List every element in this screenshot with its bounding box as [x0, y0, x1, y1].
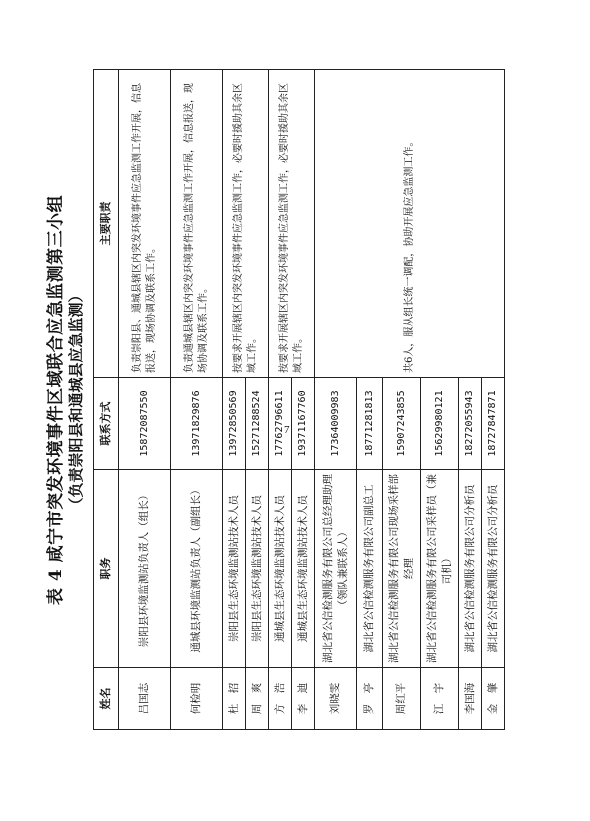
- cell-phone: 19371167760: [292, 378, 315, 470]
- cell-name: 金 肇: [482, 668, 505, 730]
- cell-post: 崇阳县环境监测站负责人（组长）: [119, 470, 171, 668]
- cell-phone: 15872087550: [119, 378, 171, 470]
- table-title: 表 4 咸宁市突发环境事件区域联合应急监测第三小组: [46, 194, 66, 606]
- cell-phone: 15271288524: [246, 378, 269, 470]
- cell-post: 崇阳县生态环境监测站技术人员: [246, 470, 269, 668]
- cell-phone: 18272055943: [459, 378, 482, 470]
- cell-post: 湖北省公信检测服务有限公司采样员（兼司机）: [421, 470, 459, 668]
- cell-duty: 共6人，服从组长统一调配，协助开展应急监测工作。: [315, 70, 505, 378]
- cell-post: 湖北省公信检测服务有限公司副总工: [357, 470, 383, 668]
- cell-phone: 15629980121: [421, 378, 459, 470]
- cell-duty: 按要求开展辖区内突发环境事件应急监测工作，必要时援助其余区域工作。: [223, 70, 269, 378]
- table-row: [119, 70, 171, 730]
- table-row: [315, 70, 357, 730]
- cell-post: 湖北省公信检测服务有限公司分析员: [482, 470, 505, 668]
- cell-name: 周红平: [383, 668, 421, 730]
- cell-duty: 负责崇阳县、通城县辖区内突发环境事件应急监测工作开展，信息报送，现场协调及联系工作。: [119, 70, 171, 378]
- table-row: [171, 70, 223, 730]
- cell-post: 通城县生态环境监测站技术人员: [269, 470, 292, 668]
- header-duty: 主要职责: [94, 70, 119, 378]
- cell-phone: 18727847871: [482, 378, 505, 470]
- cell-name: 周 爽: [246, 668, 269, 730]
- cell-phone: 15907243855: [383, 378, 421, 470]
- cell-name: 江 宇: [421, 668, 459, 730]
- cell-phone: 13972850569: [223, 378, 246, 470]
- cell-name: 李 迪: [292, 668, 315, 730]
- cell-name: 刘晓雯: [315, 668, 357, 730]
- table-subtitle: （负责崇阳县和通城县应急监测）: [67, 287, 85, 513]
- cell-name: 吕国志: [119, 668, 171, 730]
- cell-phone: 18771281813: [357, 378, 383, 470]
- cell-phone: 13971829876: [171, 378, 223, 470]
- cell-post: 通城县生态环境监测站技术人员: [292, 470, 315, 668]
- header-phone: 联系方式: [94, 378, 119, 470]
- cell-post: 湖北省公信检测服务有限公司分析员: [459, 470, 482, 668]
- cell-phone: 17762796611: [269, 378, 292, 470]
- cell-phone: 17364009983: [315, 378, 357, 470]
- cell-name: 罗 亭: [357, 668, 383, 730]
- cell-name: 何检明: [171, 668, 223, 730]
- cell-post: 崇阳县生态环境监测站技术人员: [223, 470, 246, 668]
- rotated-content: [35, 70, 555, 730]
- cell-name: 李国海: [459, 668, 482, 730]
- table-row: [269, 70, 292, 730]
- table-row: [223, 70, 246, 730]
- page-number: 7: [284, 424, 290, 436]
- header-name: 姓名: [94, 668, 119, 730]
- cell-post: 湖北省公信检测服务有限公司现场采样部经理: [383, 470, 421, 668]
- cell-name: 杜 招: [223, 668, 246, 730]
- cell-duty: 负责通城县辖区内突发环境事件应急监测工作开展，信息报送，现场协调及联系工作。: [171, 70, 223, 378]
- cell-duty: 按要求开展辖区内突发环境事件应急监测工作，必要时援助其余区域工作。: [269, 70, 315, 378]
- cell-post: 湖北省公信检测服务有限公司总经理助理（领队兼联系人）: [315, 470, 357, 668]
- cell-post: 通城县环境监测站负责人（副组长）: [171, 470, 223, 668]
- header-post: 职务: [94, 470, 119, 668]
- cell-name: 方 浩: [269, 668, 292, 730]
- responsibility-table: [93, 69, 505, 730]
- table-header-row: [94, 70, 119, 730]
